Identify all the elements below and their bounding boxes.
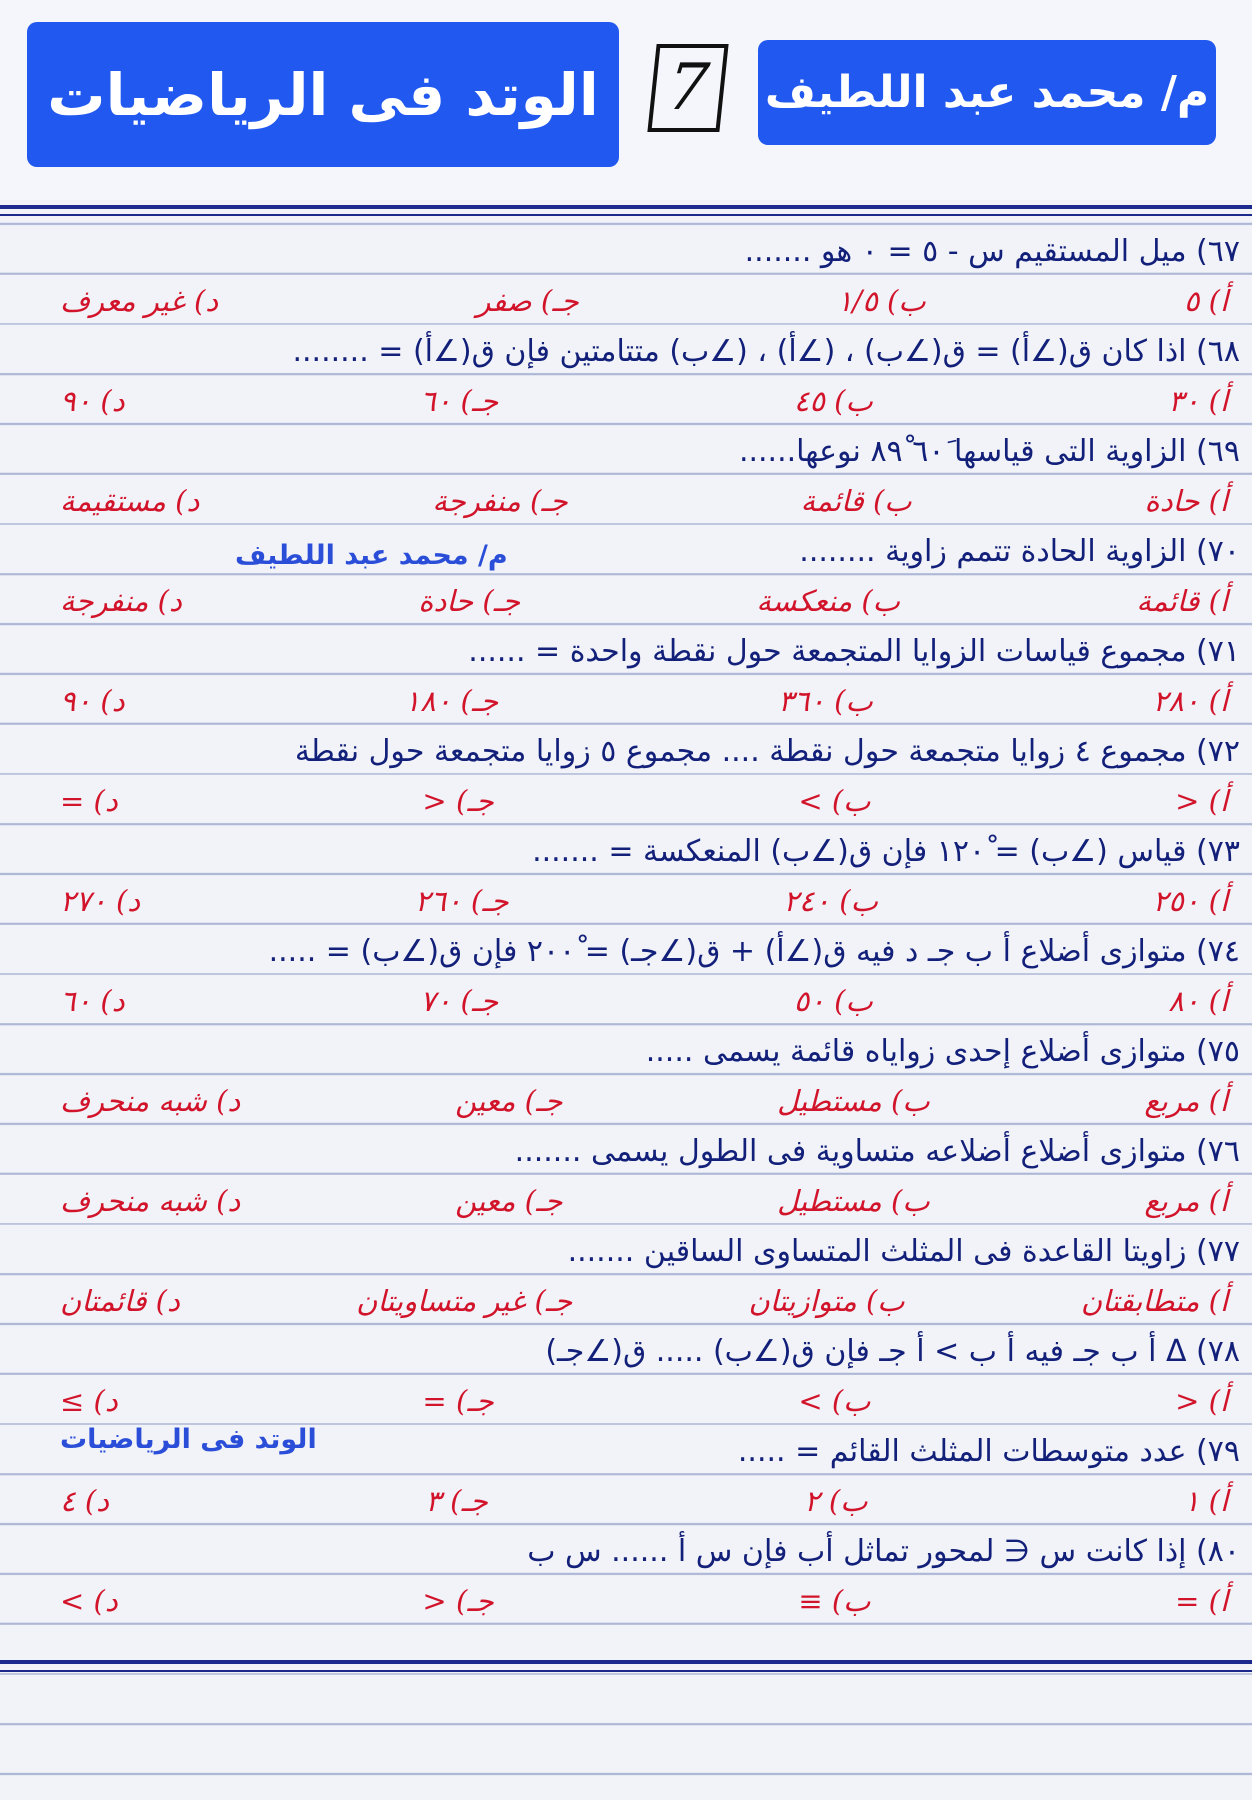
option-c: جـ) معين: [455, 1184, 563, 1218]
question-text: ٧٤) متوازى أضلاع أ ب جـ د فيه ق(∠أ) + ق(∠جـ) = ٢٠٠ْ فإن ق(∠ب) = .....: [268, 933, 1240, 969]
option-a: ﺃ) مربع: [1144, 1184, 1228, 1218]
question-line: [0, 326, 1252, 376]
question-text: ٧٢) مجموع ٤ زوايا متجمعة حول نقطة .... مجموع ٥ زوايا متجمعة حول نقطة: [294, 733, 1240, 769]
option-d: د) شبه منحرف: [60, 1184, 241, 1218]
question-line: [0, 1026, 1252, 1076]
option-b: ب) منعكسة: [756, 584, 900, 618]
option-a: ﺃ) ٥: [1183, 284, 1228, 318]
question-text: ٦٧) ميل المستقيم س - ٥ = ٠ هو .......: [744, 233, 1240, 269]
question-text: ٦٩) الزاوية التى قياسها ٦٠َ ٨٩ْ نوعها......: [738, 433, 1240, 469]
question-line: [0, 626, 1252, 676]
answer-line: [0, 276, 1252, 326]
option-d: د) قائمتان: [60, 1284, 180, 1318]
option-a: ﺃ) ٢٨٠: [1152, 684, 1228, 718]
option-a: ﺃ) ٢٥٠: [1152, 884, 1228, 918]
option-c: جـ) ١٨٠: [404, 684, 499, 718]
question-text: ٧٣) قياس (∠ب) = ١٢٠ْ فإن ق(∠ب) المنعكسة = .......: [532, 833, 1240, 869]
answer-line: [0, 1376, 1252, 1426]
answer-line: [0, 676, 1252, 726]
option-b: ب) مستطيل: [777, 1084, 930, 1118]
option-b: ب) ٣٦٠: [778, 684, 873, 718]
option-a: ﺃ) متطابقتان: [1080, 1284, 1228, 1318]
answer-line: [0, 576, 1252, 626]
answer-line: [0, 1476, 1252, 1526]
option-b: ب) مستطيل: [777, 1184, 930, 1218]
option-b: ب) ٢٤٠: [783, 884, 878, 918]
author-watermark: م/ محمد عبد اللطيف: [235, 540, 508, 571]
answer-line: [0, 476, 1252, 526]
questions-list: [0, 226, 1252, 1626]
option-d: د) ≥: [60, 1384, 118, 1418]
option-d: د) >: [60, 1584, 118, 1618]
option-c: جـ) ٣: [425, 1484, 488, 1518]
option-a: ﺃ) ٣٠: [1168, 384, 1228, 418]
answer-line: [0, 1176, 1252, 1226]
option-c: جـ) ٧٠: [420, 984, 499, 1018]
option-d: د) ٩٠: [60, 384, 125, 418]
option-d: د) ٩٠: [60, 684, 125, 718]
question-line: [0, 226, 1252, 276]
option-d: د) منفرجة: [60, 584, 182, 618]
option-c: جـ) =: [422, 1384, 494, 1418]
answer-line: [0, 376, 1252, 426]
option-c: جـ) منفرجة: [432, 484, 568, 518]
option-c: جـ) ٢٦٠: [414, 884, 509, 918]
option-d: د) مستقيمة: [60, 484, 200, 518]
question-text: ٧٧) زاويتا القاعدة فى المثلث المتساوى الساقين .......: [567, 1233, 1240, 1269]
question-text: ٧٥) متوازى أضلاع إحدى زواياه قائمة يسمى .....: [645, 1033, 1240, 1069]
question-line: [0, 1526, 1252, 1576]
answer-line: [0, 876, 1252, 926]
top-rule-thin: [0, 214, 1252, 216]
answer-line: [0, 976, 1252, 1026]
answer-line: [0, 1576, 1252, 1626]
question-line: [0, 826, 1252, 876]
option-c: جـ) صفر: [476, 284, 579, 318]
option-a: ﺃ) ١: [1183, 1484, 1228, 1518]
title-watermark: الوتد فى الرياضيات: [60, 1424, 317, 1455]
answer-line: [0, 1276, 1252, 1326]
option-d: د) =: [60, 784, 118, 818]
option-a: ﺃ) =: [1175, 1584, 1228, 1618]
question-line: [0, 526, 1252, 576]
question-text: ٧٨) Δ أ ب جـ فيه أ ب > أ جـ فإن ق(∠ب) ..... ق(∠جـ): [545, 1333, 1240, 1369]
bottom-rule-thin: [0, 1670, 1252, 1672]
question-text: ٨٠) إذا كانت س ∈ لمحور تماثل أب فإن س أ ...... س ب: [527, 1533, 1240, 1569]
option-a: ﺃ) قائمة: [1136, 584, 1228, 618]
header: [0, 0, 1252, 200]
option-b: ب) قائمة: [800, 484, 912, 518]
question-line: [0, 926, 1252, 976]
option-a: ﺃ) ٨٠: [1168, 984, 1228, 1018]
question-text: ٦٨) اذا كان ق(∠أ) = ق(∠ب) ، (∠أ) ، (∠ب) متتامتين فإن ق(∠أ) = ........: [292, 333, 1240, 369]
answer-line: [0, 776, 1252, 826]
option-c: جـ) غير متساويتان: [356, 1284, 573, 1318]
question-text: ٧٠) الزاوية الحادة تتمم زاوية ........: [799, 533, 1240, 569]
option-c: جـ) حادة: [418, 584, 521, 618]
option-b: ب) ٤٥: [793, 384, 873, 418]
question-line: [0, 726, 1252, 776]
option-c: جـ) <: [422, 1584, 494, 1618]
page-number-box: 7: [647, 44, 728, 132]
option-c: جـ) <: [422, 784, 494, 818]
top-rule: [0, 205, 1252, 209]
question-text: ٧١) مجموع قياسات الزوايا المتجمعة حول نقطة واحدة = ......: [468, 633, 1240, 669]
option-d: د) غير معرف: [60, 284, 219, 318]
option-a: ﺃ) <: [1175, 784, 1228, 818]
question-text: ٧٩) عدد متوسطات المثلث القائم = .....: [737, 1433, 1240, 1469]
option-a: ﺃ) مربع: [1144, 1084, 1228, 1118]
option-b: ب) >: [798, 784, 871, 818]
option-b: ب) >: [798, 1384, 871, 1418]
option-b: ب) ٢: [804, 1484, 868, 1518]
option-c: جـ) معين: [455, 1084, 563, 1118]
option-d: د) ٤: [60, 1484, 110, 1518]
option-a: ﺃ) <: [1175, 1384, 1228, 1418]
option-d: د) ٦٠: [60, 984, 125, 1018]
question-line: [0, 1126, 1252, 1176]
question-line: [0, 1226, 1252, 1276]
author-banner: م/ محمد عبد اللطيف: [758, 40, 1216, 145]
option-b: ب) متوازيتان: [748, 1284, 905, 1318]
option-b: ب) ≡: [798, 1584, 871, 1618]
title-banner: الوتد فى الرياضيات: [27, 22, 619, 167]
option-c: جـ) ٦٠: [420, 384, 499, 418]
option-b: ب) ١/٥: [836, 284, 926, 318]
bottom-rule: [0, 1660, 1252, 1664]
option-b: ب) ٥٠: [793, 984, 873, 1018]
answer-line: [0, 1076, 1252, 1126]
option-d: د) ٢٧٠: [60, 884, 141, 918]
question-text: ٧٦) متوازى أضلاع أضلاعه متساوية فى الطول يسمى .......: [514, 1133, 1240, 1169]
question-line: [0, 1326, 1252, 1376]
option-a: ﺃ) حادة: [1144, 484, 1228, 518]
question-line: [0, 426, 1252, 476]
option-d: د) شبه منحرف: [60, 1084, 241, 1118]
